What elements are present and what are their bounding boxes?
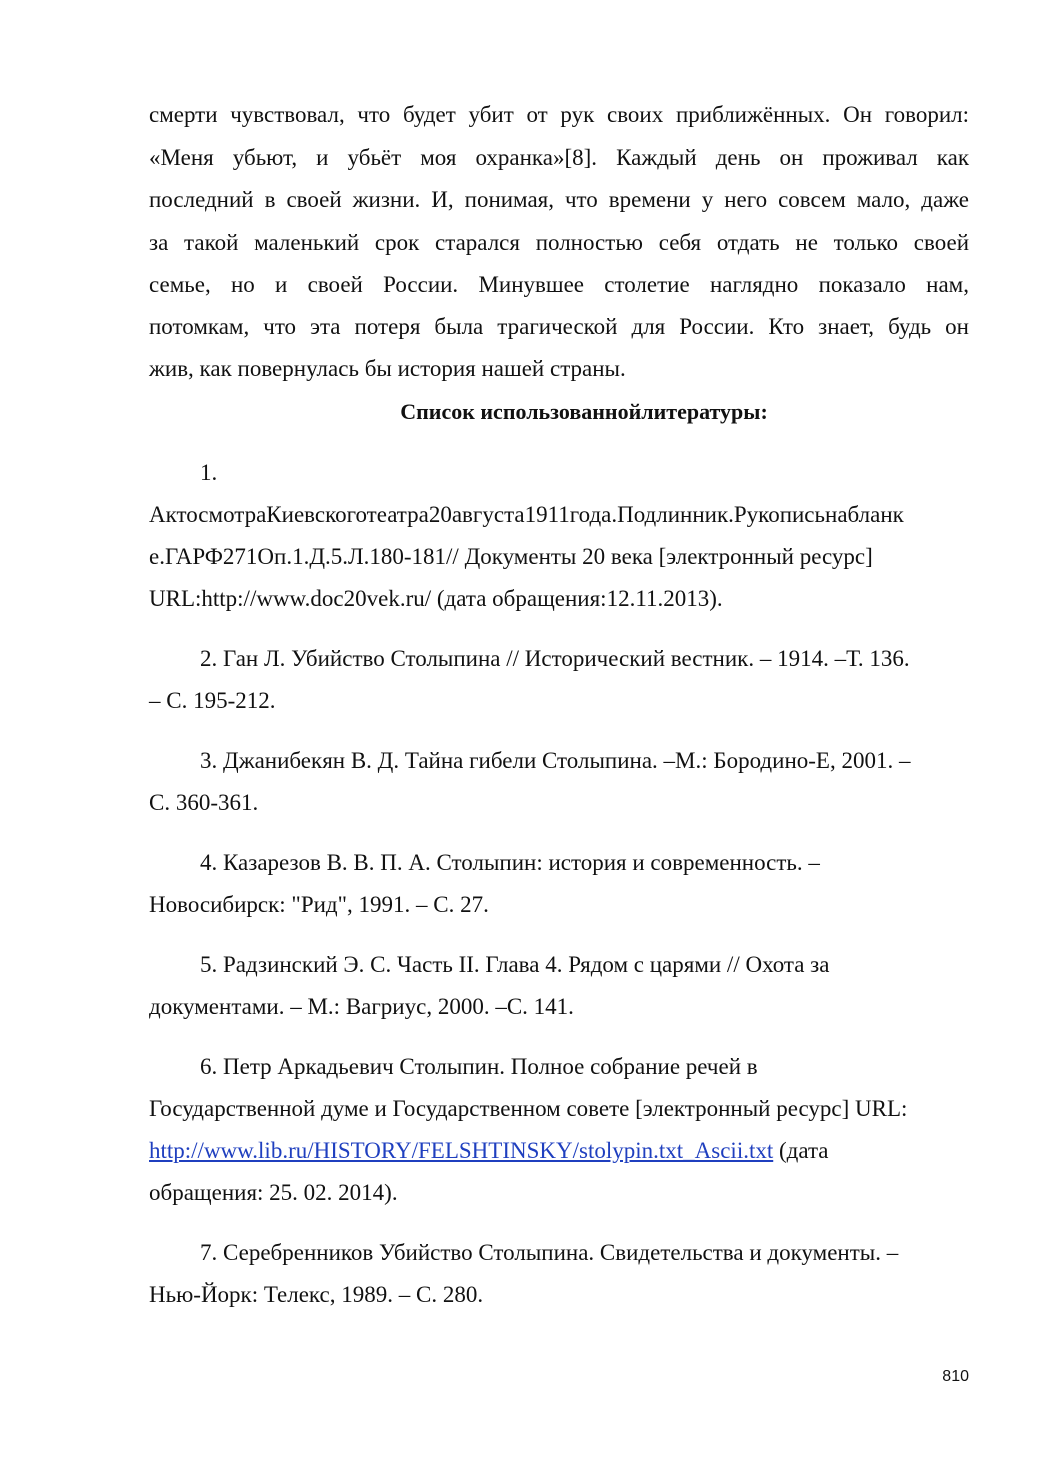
paragraph-line: «Меня убьют, и убьёт моя охранка»[8]. Каждый день он проживал как bbox=[149, 145, 969, 170]
reference-7-line: Нью-Йорк: Телекс, 1989. – С. 280. bbox=[149, 1282, 484, 1307]
reference-3-line: 3. Джанибекян В. Д. Тайна гибели Столыпина. –М.: Бородино-Е, 2001. – bbox=[200, 748, 911, 773]
reference-3-line: С. 360-361. bbox=[149, 790, 259, 815]
paragraph-line: семье, но и своей России. Минувшее столетие наглядно показало нам, bbox=[149, 272, 969, 297]
reference-2-line: – С. 195-212. bbox=[149, 688, 276, 713]
reference-1-line: АктосмотраКиевскоготеатра20августа1911года.Подлинник.Рукописьнабланк bbox=[149, 502, 904, 527]
reference-1-line: е.ГАРФ271Оп.1.Д.5.Л.180-181// Документы 20 века [электронный ресурс] bbox=[149, 544, 873, 569]
reference-1-line: URL:http://www.doc20vek.ru/ (дата обращения:12.11.2013). bbox=[149, 586, 723, 611]
reference-7-line: 7. Серебренников Убийство Столыпина. Свидетельства и документы. – bbox=[200, 1240, 899, 1265]
reference-1-line: 1. bbox=[200, 460, 218, 485]
paragraph-line: потомкам, что эта потеря была трагической для России. Кто знает, будь он bbox=[149, 314, 969, 339]
reference-6-line: Государственной думе и Государственном совете [электронный ресурс] URL: bbox=[149, 1096, 908, 1121]
reference-4-line: Новосибирск: "Рид", 1991. – С. 27. bbox=[149, 892, 489, 917]
reference-6-link[interactable]: http://www.lib.ru/HISTORY/FELSHTINSKY/stolypin.txt_Ascii.txt bbox=[149, 1138, 774, 1163]
reference-5-line: документами. – М.: Вагриус, 2000. –С. 141. bbox=[149, 994, 574, 1019]
paragraph-line: жив, как повернулась бы история нашей страны. bbox=[149, 356, 626, 381]
reference-6-link-line bbox=[149, 1136, 969, 1166]
reference-6-line: обращения: 25. 02. 2014). bbox=[149, 1180, 398, 1205]
reference-2-line: 2. Ган Л. Убийство Столыпина // Исторический вестник. – 1914. –Т. 136. bbox=[200, 646, 910, 671]
reference-4-line: 4. Казарезов В. В. П. А. Столыпин: история и современность. – bbox=[200, 850, 820, 875]
paragraph-line: последний в своей жизни. И, понимая, что времени у него совсем мало, даже bbox=[149, 187, 969, 212]
reference-6-line: 6. Петр Аркадьевич Столыпин. Полное собрание речей в bbox=[200, 1054, 758, 1079]
paragraph-line: за такой маленький срок старался полностью себя отдать не только своей bbox=[149, 230, 969, 255]
reference-5-line: 5. Радзинский Э. С. Часть II. Глава 4. Рядом с царями // Охота за bbox=[200, 952, 830, 977]
references-heading: Список использованнойлитературы: bbox=[400, 399, 768, 424]
paragraph-line: смерти чувствовал, что будет убит от рук своих приближённых. Он говорил: bbox=[149, 102, 969, 127]
page-number: 810 bbox=[942, 1368, 969, 1385]
reference-6-after-link: (дата bbox=[773, 1138, 829, 1163]
